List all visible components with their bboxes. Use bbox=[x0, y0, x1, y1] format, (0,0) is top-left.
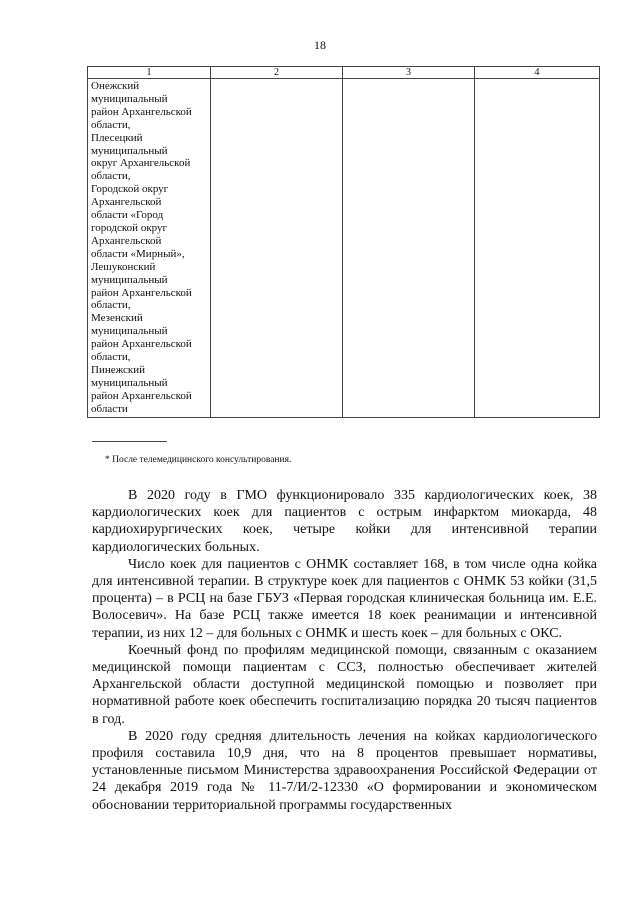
data-table bbox=[87, 66, 600, 418]
footnote-divider bbox=[92, 441, 167, 442]
table-cell-empty bbox=[475, 79, 600, 418]
column-header-2: 2 bbox=[211, 67, 343, 79]
column-header-1: 1 bbox=[88, 67, 211, 79]
column-header-3: 3 bbox=[343, 67, 475, 79]
paragraph: В 2020 году в ГМО функционировало 335 кардиологических коек, 38 кардиологических коек для пациентов с острым инфарктом миокарда, 48 кардиохирургических коек, четыре койки для интенсивной терапии кардиологических больных. bbox=[92, 488, 597, 555]
paragraph: Коечный фонд по профилям медицинской помощи, связанным с оказанием медицинской помощи пациентам с ССЗ, полностью обеспечивает жителей Архангельской области доступной медицинской помощью и позволяет при нормативной работе коек обеспечить госпитализацию порядка 20 тысяч пациентов в год. bbox=[92, 642, 597, 727]
table-header-row bbox=[88, 67, 600, 79]
table-cell-empty bbox=[343, 79, 475, 418]
page-number: 18 bbox=[314, 38, 326, 52]
table-row bbox=[88, 79, 600, 418]
paragraph: В 2020 году средняя длительность лечения на койках кардиологического профиля составила 10,9 дня, что на 8 процентов превышает нормативы, установленные письмом Министерства здравоохранения Российской Федерации от 24 декабря 2019 года № 11-7/И/2-12330 «О формировании и экономическом обосновании территориальной программы государственных bbox=[92, 728, 597, 813]
footnote: * После телемедицинского консультирования. bbox=[105, 455, 292, 465]
table-cell-empty bbox=[211, 79, 343, 418]
table-cell-districts: Онежский муниципальный район Архангельской области, Плесецкий муниципальный округ Архангельской области, Городской округ Архангельской области «Город городской округ Архангельской области «Мирный», Лешуконский муниципальный район Архангельской области, Мезенский муниципальный район Архангельской области, Пинежский муниципальный район Архангельской области bbox=[88, 79, 211, 418]
column-header-4: 4 bbox=[475, 67, 600, 79]
paragraph: Число коек для пациентов с ОНМК составляет 168, в том числе одна койка для интенсивной терапии. В структуре коек для пациентов с ОНМК 53 койки (31,5 процента) – в РСЦ на базе ГБУЗ «Первая городская клиническая больница им. Е.Е. Волосевич». На базе РСЦ также имеется 18 коек реанимации и интенсивной терапии, из них 12 – для больных с ОНМК и шесть коек – для больных с ОКС. bbox=[92, 556, 597, 641]
body-text bbox=[92, 487, 597, 814]
